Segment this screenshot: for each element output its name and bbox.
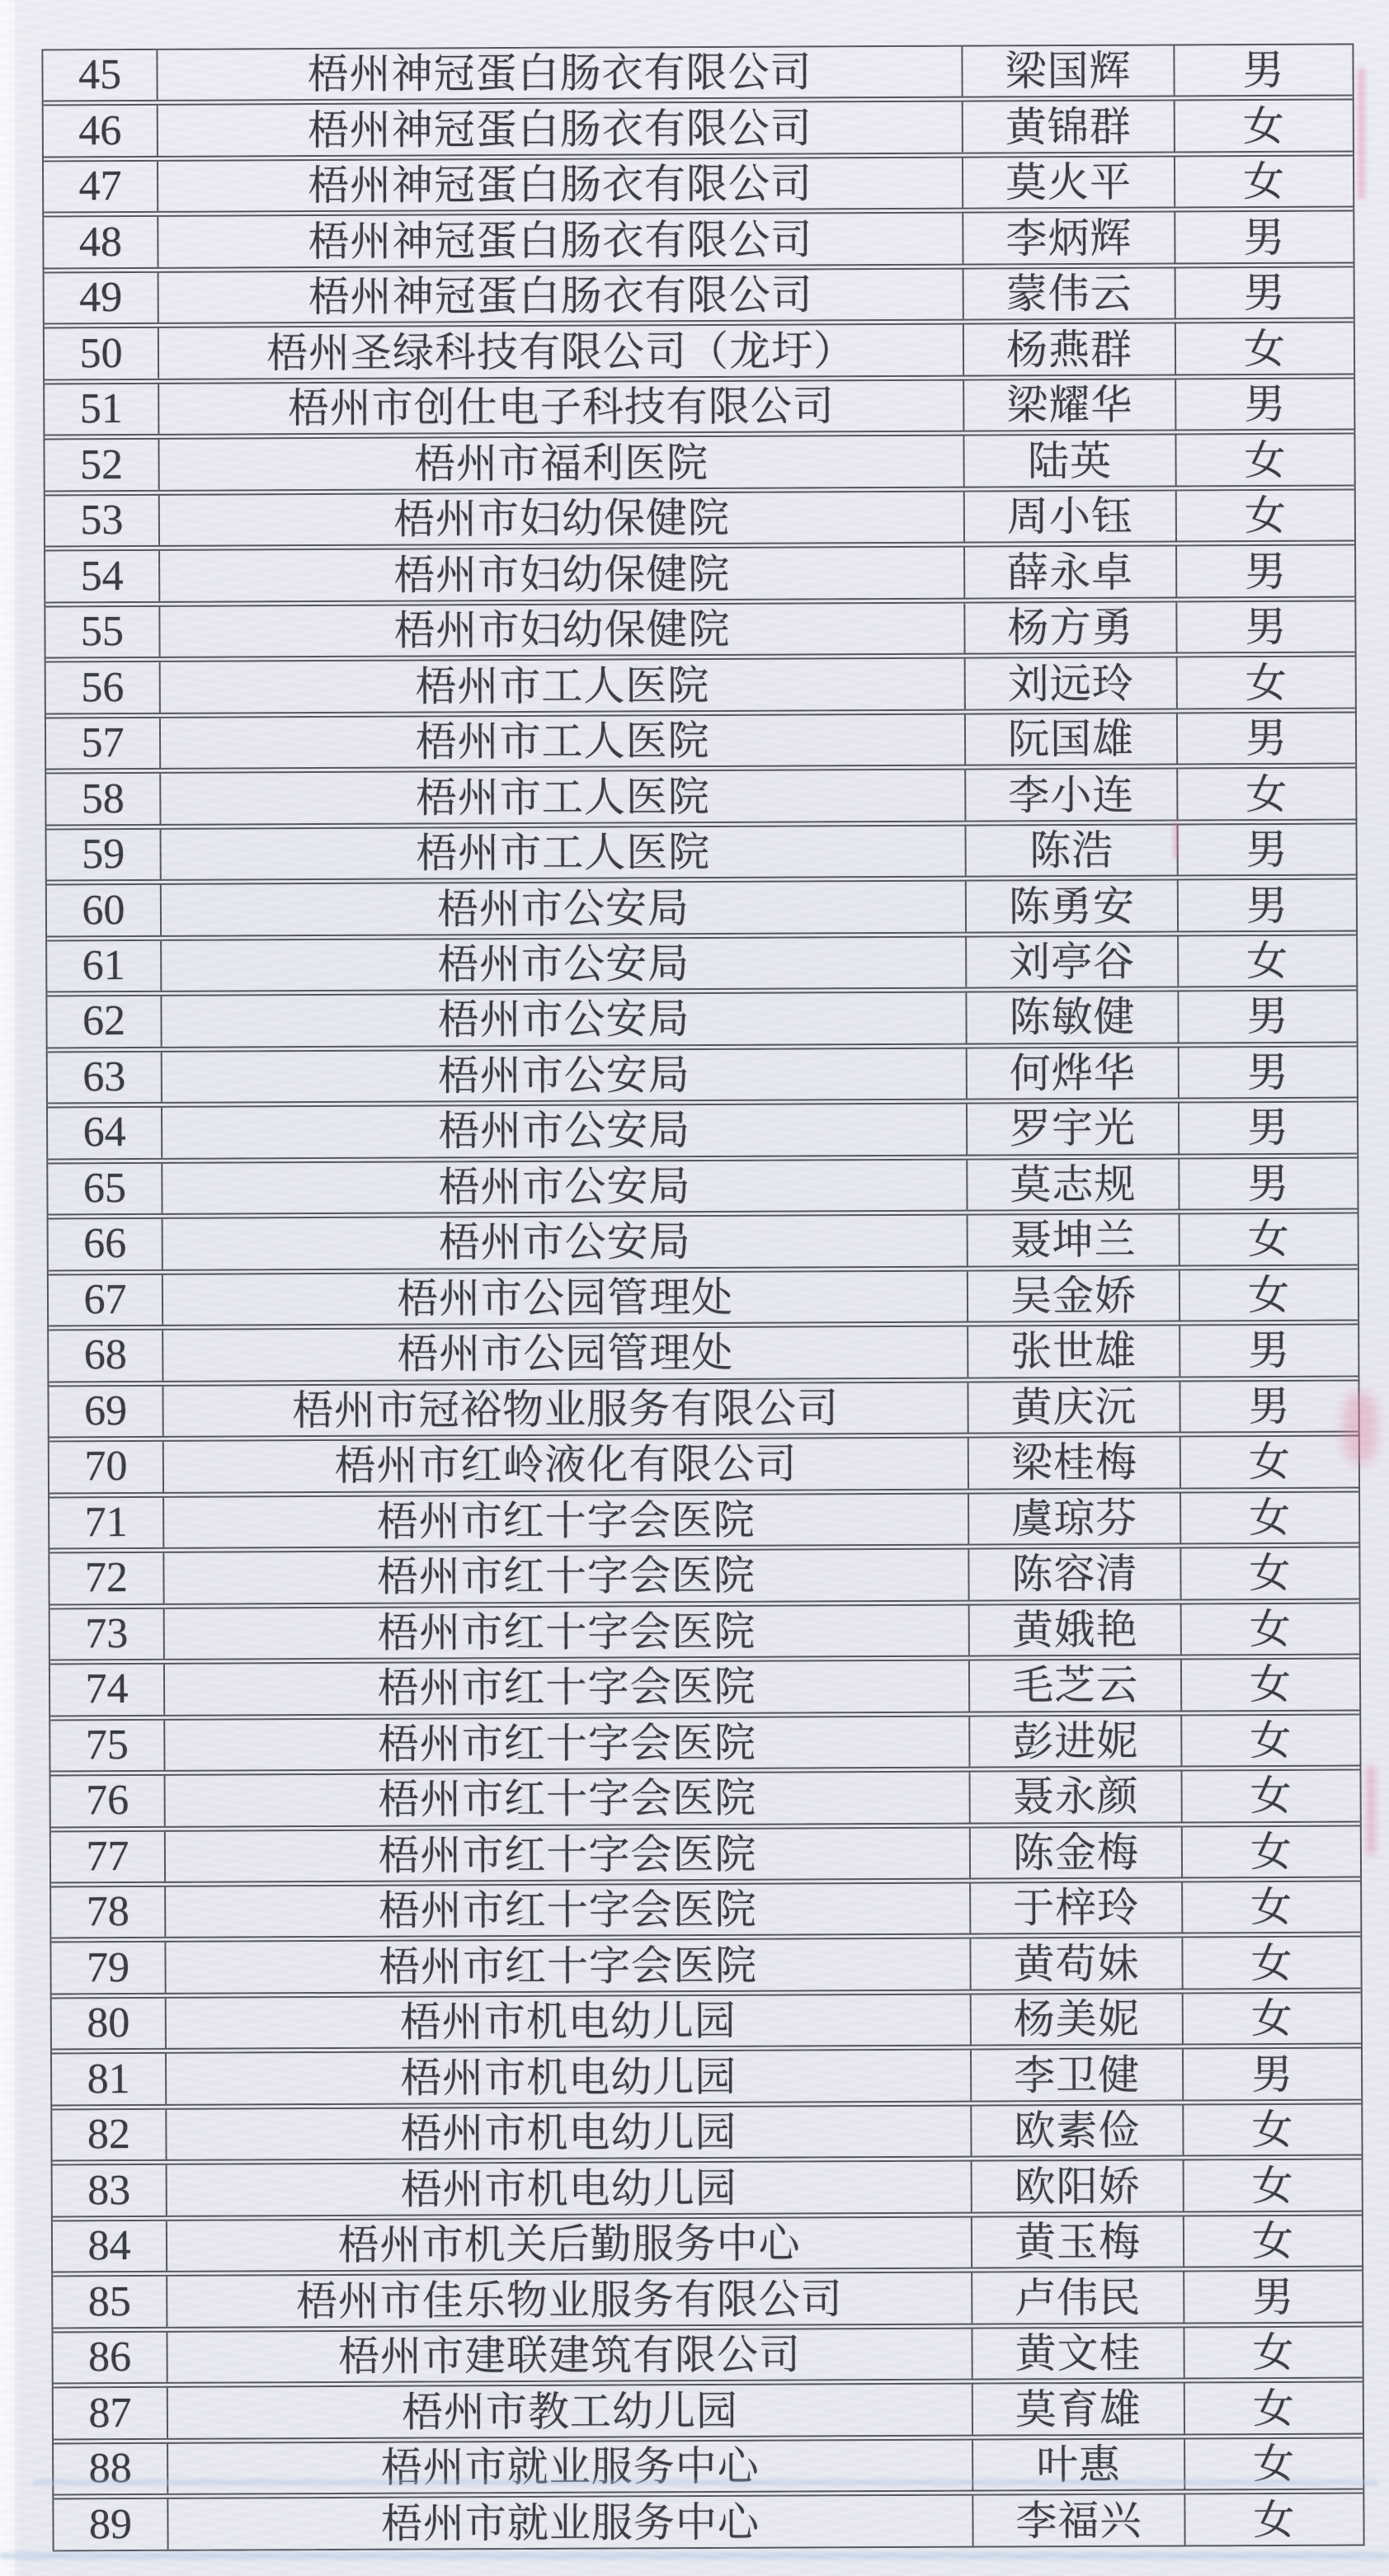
row-number-cell: 83 [53, 2165, 167, 2216]
table-row [46, 769, 1355, 830]
gender-cell: 女 [1242, 158, 1286, 205]
company-cell: 梧州市建联建筑有限公司 [167, 2329, 972, 2382]
gender-cell: 男 [1245, 882, 1289, 929]
row-number-cell: 66 [49, 1219, 163, 1269]
gender-cell: 女 [1249, 1605, 1292, 1652]
company-cell: 梧州市红十字会医院 [166, 1939, 971, 1993]
company-cell: 梧州市工人医院 [161, 714, 966, 768]
table-row [46, 713, 1355, 774]
company-cell: 梧州市福利医院 [159, 436, 964, 490]
table-row [47, 880, 1356, 941]
company-cell: 梧州市公安局 [162, 1160, 968, 1213]
person-name-cell: 陈浩 [967, 825, 1179, 876]
row-number-cell: 72 [49, 1553, 164, 1604]
person-name-cell: 虞琼芬 [969, 1493, 1181, 1544]
person-name-cell: 何烨华 [968, 1048, 1179, 1099]
row-number-cell: 87 [54, 2388, 168, 2438]
company-cell: 梧州市工人医院 [161, 659, 966, 713]
company-cell: 梧州市机关后勤服务中心 [167, 2217, 972, 2271]
gender-cell: 男 [1246, 993, 1289, 1040]
table-row [51, 1882, 1360, 1943]
gender-cell: 男 [1248, 1327, 1291, 1374]
row-number-cell: 46 [44, 106, 158, 156]
row-number-cell: 68 [49, 1330, 163, 1381]
person-name-cell: 黄娥艳 [970, 1604, 1182, 1655]
gender-cell: 女 [1252, 2385, 1296, 2432]
scan-artifact-pink-top [1358, 68, 1365, 200]
gender-cell: 女 [1247, 1216, 1290, 1263]
person-name-cell: 卢伟民 [972, 2272, 1184, 2324]
company-cell: 梧州市红十字会医院 [166, 1828, 971, 1881]
row-number-cell: 67 [49, 1275, 163, 1326]
gender-cell: 男 [1248, 1382, 1291, 1429]
table-row [48, 1047, 1357, 1108]
gender-cell: 女 [1251, 2162, 1294, 2209]
person-name-cell: 杨方勇 [965, 602, 1177, 653]
table-row [44, 157, 1353, 218]
company-cell: 梧州市红十字会医院 [164, 1550, 969, 1604]
gender-cell: 女 [1245, 770, 1288, 817]
person-name-cell: 李福兴 [973, 2495, 1185, 2546]
person-name-cell: 欧素俭 [972, 2105, 1184, 2156]
row-number-cell: 84 [53, 2221, 167, 2272]
row-number-cell: 75 [50, 1720, 165, 1770]
row-number-cell: 61 [47, 941, 162, 991]
company-cell: 梧州市机电幼儿园 [167, 2162, 972, 2216]
company-cell: 梧州市公安局 [162, 1048, 968, 1102]
gender-cell: 女 [1249, 1494, 1292, 1541]
row-number-cell: 47 [44, 162, 158, 212]
company-cell: 梧州市红十字会医院 [166, 1773, 971, 1826]
person-name-cell: 薛永卓 [965, 547, 1177, 598]
row-number-cell: 45 [43, 50, 158, 101]
person-name-cell: 梁耀华 [964, 379, 1176, 431]
table-row [47, 935, 1356, 996]
gender-cell: 女 [1253, 2440, 1296, 2488]
table-row [49, 1381, 1358, 1442]
gender-cell: 女 [1243, 325, 1287, 372]
person-name-cell: 陈金梅 [971, 1827, 1183, 1878]
row-number-cell: 88 [54, 2444, 168, 2494]
company-cell: 梧州市红十字会医院 [165, 1717, 970, 1770]
company-cell: 梧州市佳乐物业服务有限公司 [167, 2273, 972, 2327]
table-row [52, 2104, 1361, 2165]
company-cell: 梧州市红十字会医院 [166, 1884, 971, 1938]
person-name-cell: 刘亭谷 [967, 936, 1179, 987]
company-cell: 梧州神冠蛋白肠衣有限公司 [158, 102, 963, 156]
table-row [49, 1214, 1358, 1275]
company-cell: 梧州市红十字会医院 [165, 1605, 970, 1659]
table-row [49, 1492, 1358, 1553]
person-name-cell: 梁桂梅 [969, 1438, 1181, 1489]
scan-edge-highlight [0, 0, 15, 2576]
gender-cell: 女 [1252, 2329, 1295, 2376]
row-number-cell: 59 [47, 830, 162, 880]
table-row [49, 1326, 1358, 1387]
row-number-cell: 60 [47, 885, 162, 935]
row-number-cell: 58 [46, 774, 161, 824]
row-number-cell: 69 [49, 1386, 163, 1436]
person-name-cell: 莫火平 [963, 157, 1175, 208]
company-cell: 梧州市机电幼儿园 [167, 2107, 972, 2160]
table-row [54, 2438, 1363, 2499]
person-name-cell: 陈敏健 [967, 992, 1179, 1043]
gender-cell: 男 [1247, 1160, 1290, 1208]
person-name-cell: 黄文桂 [972, 2328, 1184, 2379]
row-number-cell: 81 [52, 2054, 167, 2104]
row-number-cell: 53 [45, 496, 160, 546]
gender-cell: 女 [1250, 1995, 1293, 2042]
table-row [50, 1660, 1359, 1721]
company-cell: 梧州市公园管理处 [163, 1327, 968, 1381]
row-number-cell: 62 [47, 996, 162, 1047]
person-name-cell: 梁国辉 [963, 45, 1175, 97]
person-name-cell: 于梓玲 [971, 1882, 1183, 1933]
roster-table [41, 44, 1364, 2552]
gender-cell: 男 [1245, 548, 1288, 595]
row-number-cell: 57 [46, 718, 161, 769]
table-row [45, 267, 1354, 328]
person-name-cell: 吴金娇 [968, 1270, 1180, 1321]
scan-artifact-blue-streak [0, 2552, 1389, 2560]
gender-cell: 男 [1252, 2273, 1295, 2320]
person-name-cell: 莫育雄 [973, 2384, 1185, 2435]
gender-cell: 女 [1250, 1939, 1293, 1986]
row-number-cell: 64 [48, 1108, 162, 1158]
gender-cell: 男 [1246, 1104, 1290, 1151]
scan-artifact-pink-lower [1366, 1765, 1376, 1856]
table-row [53, 2272, 1362, 2333]
company-cell: 梧州市公安局 [162, 1104, 968, 1158]
company-cell: 梧州市机电幼儿园 [167, 1995, 972, 2049]
row-number-cell: 85 [53, 2277, 167, 2327]
gender-cell: 女 [1244, 492, 1287, 539]
person-name-cell: 黄苟妹 [971, 1938, 1183, 1990]
gender-cell: 男 [1245, 603, 1288, 651]
company-cell: 梧州市妇幼保健院 [160, 603, 965, 657]
company-cell: 梧州神冠蛋白肠衣有限公司 [158, 158, 963, 212]
row-number-cell: 50 [45, 328, 159, 379]
gender-cell: 女 [1250, 1773, 1292, 1820]
table-row [48, 1158, 1357, 1219]
row-number-cell: 79 [51, 1943, 166, 1993]
table-row [43, 45, 1352, 106]
person-name-cell: 蒙伟云 [964, 268, 1176, 319]
table-row [45, 323, 1354, 384]
company-cell: 梧州市冠裕物业服务有限公司 [163, 1382, 968, 1436]
person-name-cell: 李小连 [966, 770, 1178, 821]
row-number-cell: 49 [45, 273, 159, 323]
row-number-cell: 48 [44, 217, 158, 267]
gender-cell: 男 [1244, 381, 1287, 428]
person-name-cell: 李卫健 [972, 2050, 1184, 2101]
company-cell: 梧州神冠蛋白肠衣有限公司 [159, 270, 964, 323]
row-number-cell: 51 [45, 384, 159, 435]
gender-cell: 男 [1245, 826, 1288, 874]
row-number-cell: 63 [48, 1053, 162, 1103]
person-name-cell: 陈勇安 [967, 881, 1179, 932]
company-cell: 梧州市妇幼保健院 [160, 548, 965, 601]
company-cell: 梧州市公安局 [162, 993, 967, 1047]
row-number-cell: 78 [51, 1887, 166, 1938]
person-name-cell: 聂永颜 [971, 1771, 1183, 1822]
table-row [45, 601, 1354, 662]
row-number-cell: 76 [51, 1776, 166, 1826]
person-name-cell: 欧阳娇 [972, 2161, 1184, 2212]
table-row [49, 1269, 1358, 1330]
company-cell: 梧州圣绿科技有限公司（龙圩） [159, 325, 964, 379]
company-cell: 梧州市红岭液化有限公司 [164, 1439, 969, 1492]
table-row [53, 2160, 1362, 2221]
gender-cell: 女 [1247, 1271, 1291, 1319]
table-row [49, 1437, 1358, 1498]
person-name-cell: 阮国雄 [966, 713, 1178, 765]
gender-cell: 女 [1250, 1828, 1293, 1875]
table-row [46, 657, 1355, 718]
gender-cell: 男 [1250, 2051, 1294, 2098]
person-name-cell: 彭进妮 [970, 1716, 1182, 1767]
row-number-cell: 74 [50, 1665, 165, 1715]
table-row [45, 546, 1354, 607]
table-row [47, 824, 1356, 885]
gender-cell: 女 [1246, 937, 1289, 985]
company-cell: 梧州神冠蛋白肠衣有限公司 [158, 214, 963, 267]
gender-cell: 女 [1245, 659, 1288, 706]
table-row [54, 2383, 1363, 2444]
person-name-cell: 黄玉梅 [972, 2216, 1184, 2268]
person-name-cell: 叶惠 [973, 2439, 1185, 2490]
table-row [53, 2216, 1362, 2277]
company-cell: 梧州市就业服务中心 [168, 2496, 973, 2550]
gender-cell: 男 [1245, 714, 1288, 762]
company-cell: 梧州市工人医院 [161, 770, 966, 824]
company-cell: 梧州市公园管理处 [163, 1271, 968, 1325]
table-row [53, 2327, 1362, 2388]
person-name-cell: 毛芝云 [970, 1660, 1182, 1712]
row-number-cell: 54 [45, 551, 160, 601]
person-name-cell: 李炳辉 [963, 213, 1175, 264]
row-number-cell: 70 [49, 1442, 164, 1492]
gender-cell: 女 [1250, 1884, 1293, 1931]
table-row [45, 435, 1354, 496]
company-cell: 梧州市红十字会医院 [165, 1661, 970, 1715]
table-row [52, 1993, 1361, 2054]
gender-cell: 女 [1253, 2496, 1296, 2543]
table-row [51, 1771, 1360, 1832]
gender-cell: 男 [1243, 270, 1286, 317]
gender-cell: 女 [1251, 2218, 1295, 2265]
gender-cell: 女 [1242, 102, 1285, 149]
table-row [50, 1715, 1359, 1776]
table-row [45, 379, 1354, 440]
gender-cell: 女 [1244, 436, 1287, 483]
row-number-cell: 82 [52, 2110, 167, 2160]
person-name-cell: 杨美妮 [972, 1994, 1184, 2045]
row-number-cell: 89 [54, 2499, 168, 2550]
gender-cell: 女 [1251, 2107, 1294, 2154]
company-cell: 梧州市公安局 [162, 937, 967, 991]
row-number-cell: 71 [49, 1497, 164, 1547]
company-cell: 梧州市工人医院 [162, 826, 967, 879]
row-number-cell: 56 [46, 662, 161, 713]
person-name-cell: 罗宇光 [968, 1104, 1179, 1155]
person-name-cell: 聂坤兰 [968, 1215, 1180, 1266]
person-name-cell: 张世雄 [968, 1326, 1180, 1377]
row-number-cell: 73 [50, 1608, 165, 1659]
gender-cell: 女 [1249, 1661, 1292, 1708]
gender-cell: 男 [1242, 47, 1285, 94]
table-row [49, 1548, 1358, 1609]
company-cell: 梧州神冠蛋白肠衣有限公司 [158, 47, 963, 101]
company-cell: 梧州市教工幼儿园 [168, 2385, 973, 2438]
gender-cell: 女 [1250, 1717, 1292, 1764]
table-row [51, 1938, 1360, 1999]
person-name-cell: 陆英 [964, 436, 1176, 487]
gender-cell: 男 [1243, 214, 1286, 261]
company-cell: 梧州市公安局 [162, 882, 967, 935]
row-number-cell: 86 [53, 2333, 167, 2383]
company-cell: 梧州市妇幼保健院 [160, 492, 965, 545]
row-number-cell: 52 [45, 440, 159, 490]
table-row [44, 212, 1353, 273]
person-name-cell: 杨燕群 [964, 324, 1176, 375]
gender-cell: 男 [1246, 1048, 1289, 1096]
person-name-cell: 黄庆沅 [968, 1382, 1180, 1433]
row-number-cell: 77 [51, 1831, 166, 1881]
person-name-cell: 陈容清 [969, 1549, 1181, 1600]
table-row [44, 101, 1353, 162]
table-row [50, 1604, 1359, 1665]
table-row [47, 991, 1356, 1053]
table-row [48, 1103, 1357, 1164]
table-row [45, 490, 1354, 551]
table-row [51, 1826, 1360, 1887]
company-cell: 梧州市机电幼儿园 [167, 2051, 972, 2104]
person-name-cell: 莫志规 [968, 1159, 1179, 1210]
row-number-cell: 65 [48, 1164, 162, 1214]
table-row [54, 2494, 1363, 2550]
company-cell: 梧州市红十字会医院 [164, 1494, 969, 1547]
table-row [52, 2049, 1361, 2110]
row-number-cell: 55 [45, 607, 160, 657]
person-name-cell: 黄锦群 [963, 101, 1175, 153]
person-name-cell: 刘远玲 [966, 658, 1178, 709]
row-number-cell: 80 [52, 1999, 167, 2049]
gender-cell: 女 [1249, 1550, 1292, 1597]
company-cell: 梧州市公安局 [163, 1216, 968, 1269]
gender-cell: 女 [1248, 1439, 1291, 1486]
company-cell: 梧州市就业服务中心 [168, 2440, 973, 2494]
person-name-cell: 周小钰 [965, 491, 1177, 542]
company-cell: 梧州市创仕电子科技有限公司 [159, 381, 964, 435]
